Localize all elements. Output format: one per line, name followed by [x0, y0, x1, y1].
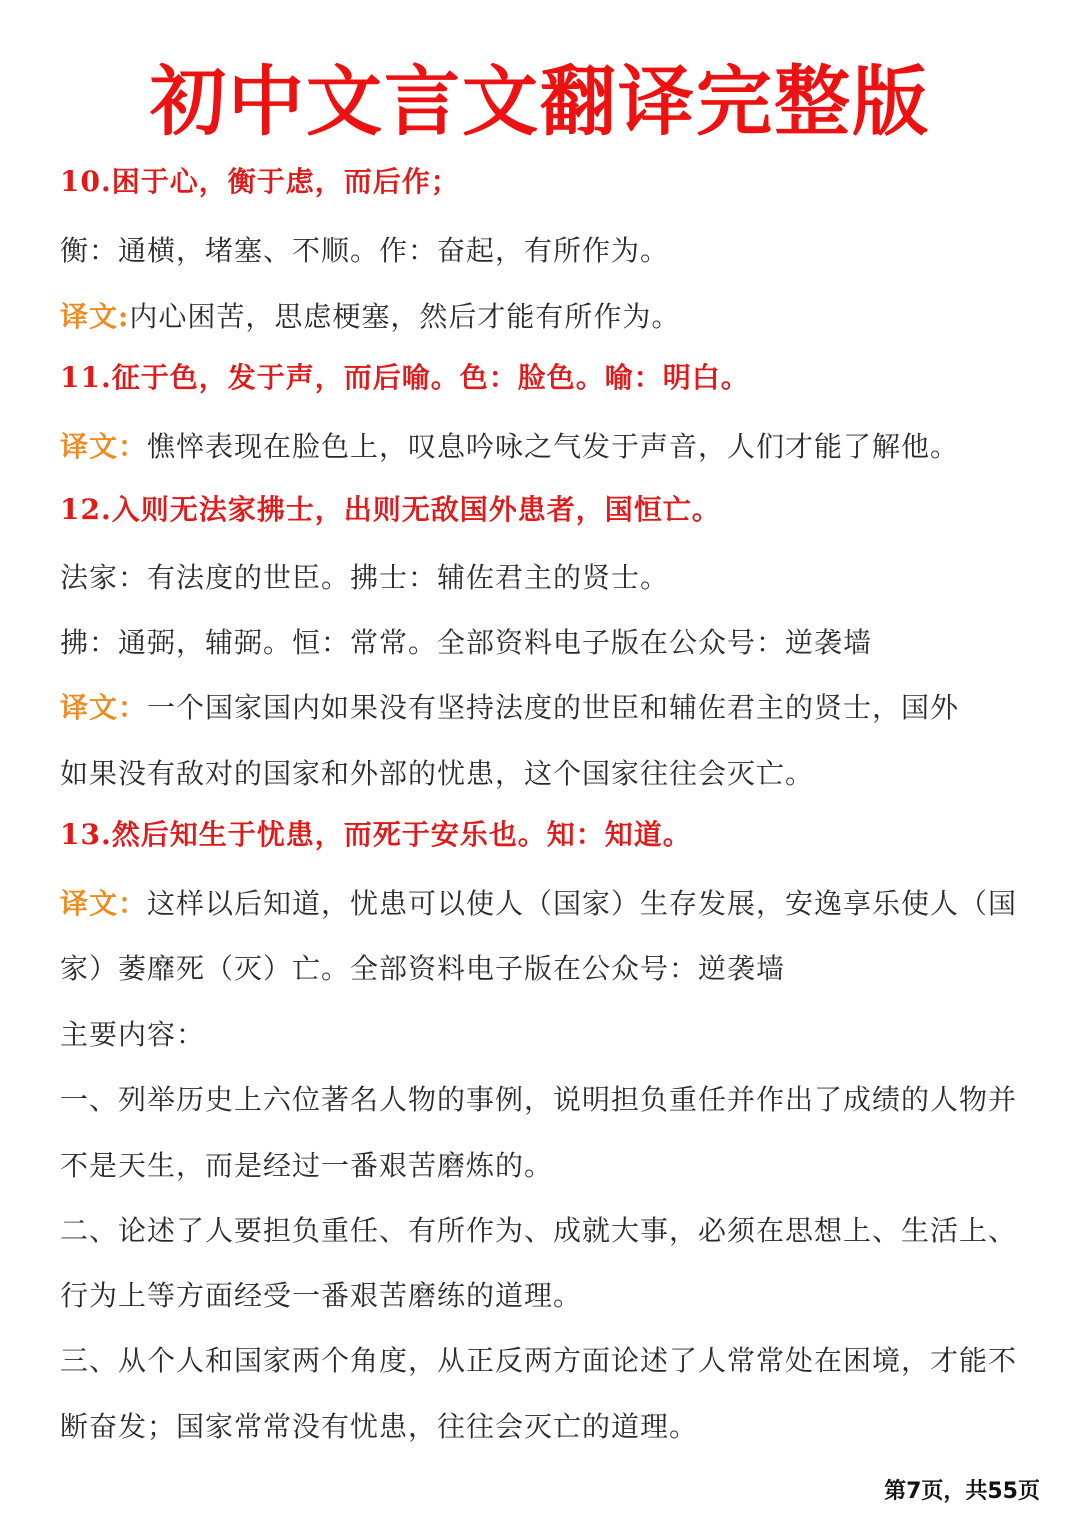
item-11-translation	[60, 427, 1025, 467]
item-12-heading: 12.入则无法家拂士，出则无敌国外患者，国恒亡。	[60, 493, 721, 526]
translation-text: 一个国家国内如果没有坚持法度的世臣和辅佐君主的贤士，国外	[147, 691, 960, 724]
main-point-2-cont: 行为上等方面经受一番艰苦磨练的道理。	[60, 1279, 583, 1312]
item-10-note: 衡：通横，堵塞、不顺。作：奋起，有所作为。	[60, 234, 670, 267]
main-point-2: 二、论述了人要担负重任、有所作为、成就大事，必须在思想上、生活上、	[60, 1214, 1018, 1247]
item-10-heading: 10.困于心，衡于虑，而后作；	[60, 165, 460, 198]
page-number: 第7页，共55页	[884, 1479, 1040, 1504]
item-12-translation	[60, 688, 1025, 728]
item-13-translation-cont: 家）萎靡死（灭）亡。全部资料电子版在公众号：逆袭墙	[60, 952, 786, 985]
translation-label: 译文：	[60, 691, 148, 724]
item-12-note-2: 拂：通弼，辅弼。恒：常常。全部资料电子版在公众号：逆袭墙	[60, 626, 873, 659]
item-11-heading: 11.征于色，发于声，而后喻。色：脸色。喻：明白。	[60, 361, 750, 394]
translation-text: 这样以后知道，忧患可以使人（国家）生存发展，安逸享乐使人（国	[147, 887, 1018, 920]
translation-label: 译文:	[60, 300, 130, 333]
main-point-3: 三、从个人和国家两个角度，从正反两方面论述了人常常处在困境，才能不	[60, 1344, 1018, 1377]
main-point-1-cont: 不是天生，而是经过一番艰苦磨炼的。	[60, 1149, 554, 1182]
main-content-heading: 主要内容：	[60, 1018, 206, 1051]
translation-label: 译文：	[60, 887, 148, 920]
main-point-3-cont: 断奋发；国家常常没有忧患，往往会灭亡的道理。	[60, 1410, 699, 1443]
item-12-translation-cont: 如果没有敌对的国家和外部的忧患，这个国家往往会灭亡。	[60, 757, 815, 790]
item-10-translation	[60, 297, 1025, 337]
main-point-1: 一、列举历史上六位著名人物的事例，说明担负重任并作出了成绩的人物并	[60, 1083, 1018, 1116]
page-title: 初中文言文翻译完整版	[150, 57, 930, 146]
item-12-note-1: 法家：有法度的世臣。拂士：辅佐君主的贤士。	[60, 561, 670, 594]
item-13-translation	[60, 884, 1025, 924]
translation-text: 内心困苦，思虑梗塞，然后才能有所作为。	[129, 300, 681, 333]
translation-text: 憔悴表现在脸色上，叹息吟咏之气发于声音，人们才能了解他。	[147, 430, 960, 463]
translation-label: 译文：	[60, 430, 148, 463]
item-13-heading: 13.然后知生于忧患，而死于安乐也。知：知道。	[60, 818, 692, 851]
